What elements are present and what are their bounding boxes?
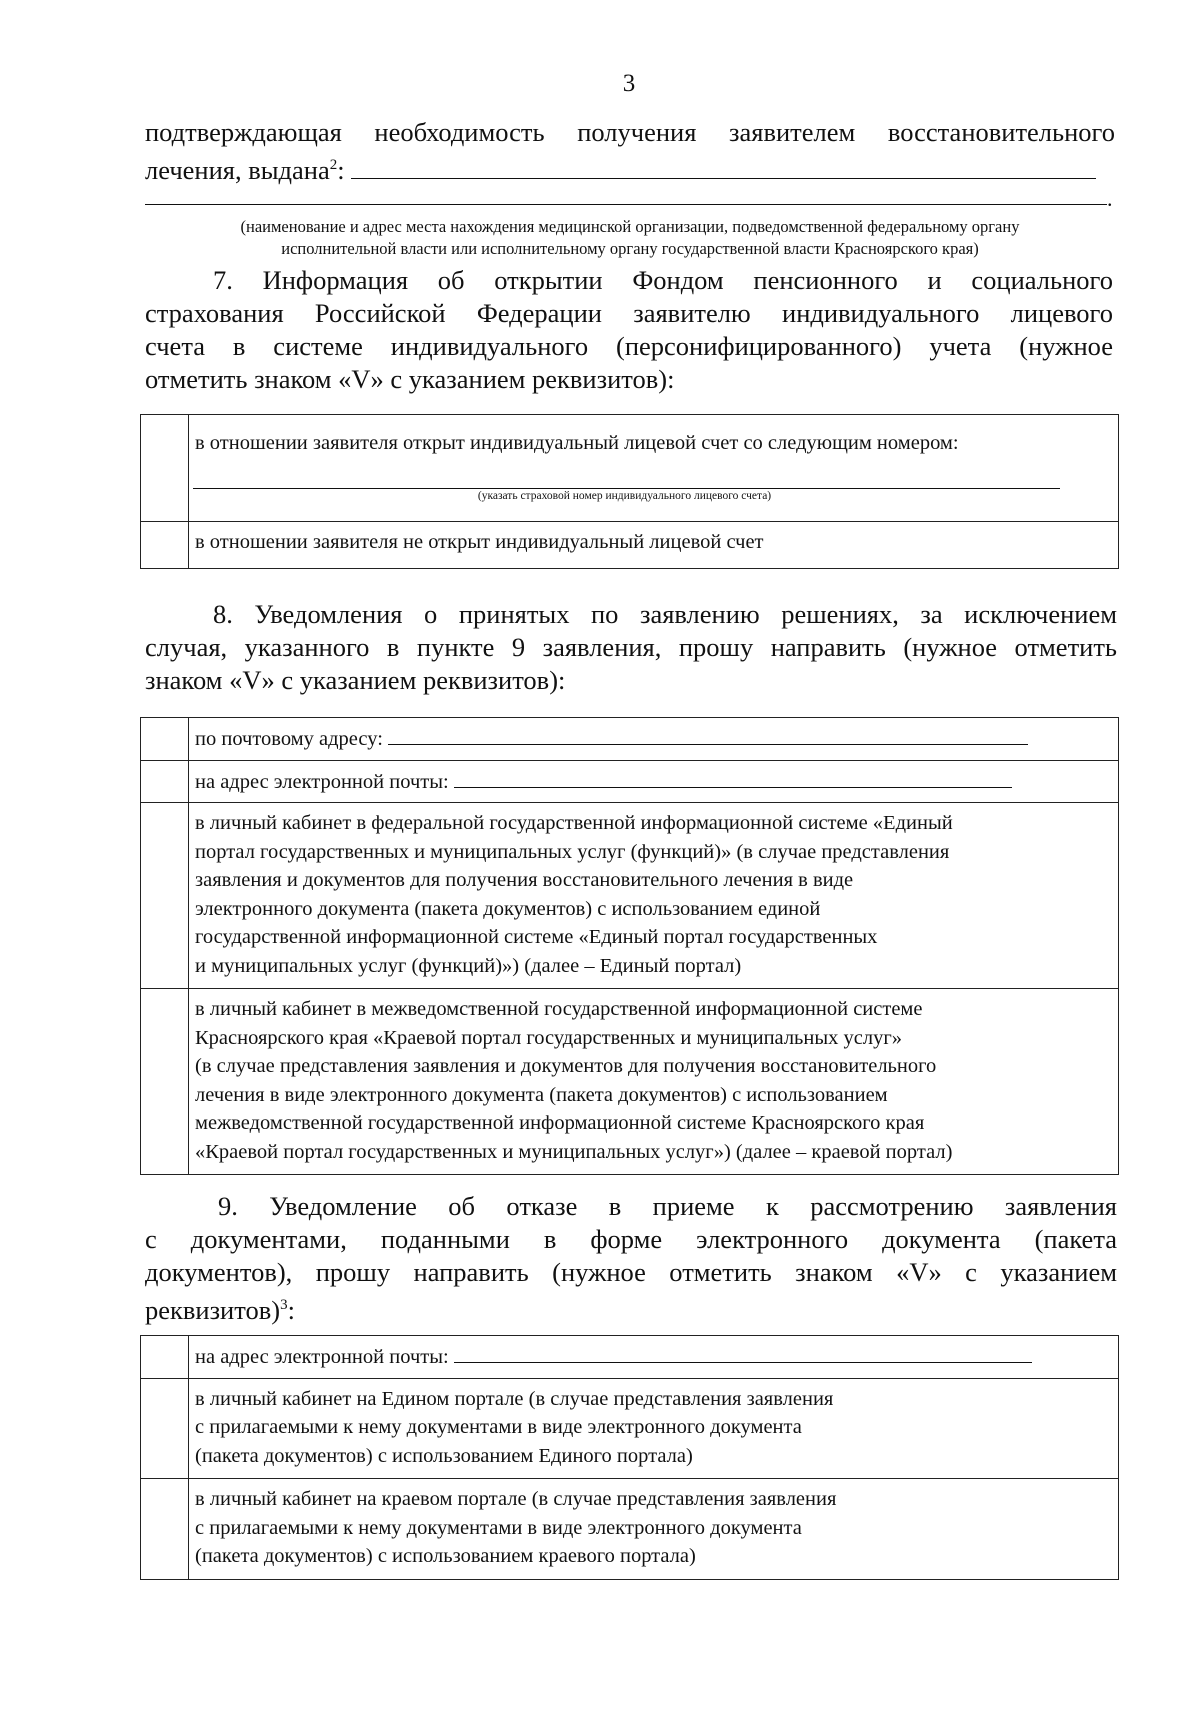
unified-portal-line-5: государственной информационной системе «Единый портал государственных xyxy=(195,926,878,948)
unified-portal-line-3: заявления и документов для получения восстановительного лечения в виде xyxy=(195,869,854,891)
regional-portal-9-line-3: (пакета документов) с использованием краевого портала) xyxy=(195,1545,696,1567)
unified-portal-line-6: и муниципальных услуг (функций)») (далее – Единый портал) xyxy=(195,954,742,977)
table-row xyxy=(141,1336,1119,1379)
postal-address-input[interactable] xyxy=(388,724,1028,745)
issued-by-field[interactable] xyxy=(351,178,1096,179)
unified-portal-9-line-3: (пакета документов) с использованием Единого портала) xyxy=(195,1444,693,1467)
checkbox-email-9[interactable] xyxy=(141,1336,189,1379)
row-regional-portal xyxy=(189,989,1119,1175)
section7-table xyxy=(140,414,1119,569)
postal-address-label: по почтовому адресу: xyxy=(195,728,383,750)
row-account-opened xyxy=(189,415,1119,522)
email-label-8: на адрес электронной почты: xyxy=(195,770,449,793)
section9-line-3: документов), прошу направить (нужное отметить знаком «V» с указанием xyxy=(145,1257,1117,1287)
intro-note-1: (наименование и адрес места нахождения медицинской организации, подведомственной федеральному органу xyxy=(240,217,1020,236)
section8-line-3: знаком «V» с указанием реквизитов): xyxy=(145,665,566,695)
row-regional-portal-9 xyxy=(189,1479,1119,1580)
regional-portal-9-line-2: с прилагаемыми к нему документами в виде электронного документа xyxy=(195,1516,802,1539)
checkbox-regional-portal[interactable] xyxy=(141,989,189,1175)
checkbox-regional-portal-9[interactable] xyxy=(141,1479,189,1580)
unified-portal-9-line-1: в личный кабинет на Едином портале (в случае представления заявления xyxy=(195,1387,834,1410)
regional-portal-line-5: межведомственной государственной информационной системе Красноярского края xyxy=(195,1112,925,1134)
section8-line-1: 8. Уведомления о принятых по заявлению решениях, за исключением xyxy=(213,599,1117,629)
regional-portal-line-4: лечения в виде электронного документа (пакета документов) с использованием xyxy=(195,1083,888,1106)
row-email-9 xyxy=(189,1336,1119,1379)
section8-table xyxy=(140,717,1119,1175)
intro-line-1: подтверждающая необходимость получения заявителем восстановительного xyxy=(145,117,1115,147)
section7-line-1: 7. Информация об открытии Фондом пенсионного и социального xyxy=(213,265,1113,295)
account-not-opened-text: в отношении заявителя не открыт индивидуальный лицевой счет xyxy=(195,531,764,553)
regional-portal-line-3: (в случае представления заявления и документов для получения восстановительного xyxy=(195,1055,937,1077)
table-row xyxy=(141,522,1119,569)
snils-caption: (указать страховой номер индивидуального лицевого счета) xyxy=(477,489,772,502)
regional-portal-line-2: Красноярского края «Краевой портал государственных и муниципальных услуг» xyxy=(195,1026,902,1049)
unified-portal-line-1: в личный кабинет в федеральной государственной информационной системе «Единый xyxy=(195,812,953,834)
email-input-8[interactable] xyxy=(454,767,1012,788)
regional-portal-line-1: в личный кабинет в межведомственной государственной информационной системе xyxy=(195,998,923,1020)
row-account-not-opened xyxy=(189,522,1119,569)
section9-colon: : xyxy=(287,1294,295,1325)
footnote-mark-2: 2 xyxy=(329,157,338,173)
section9-last-line: реквизитов) xyxy=(145,1294,281,1325)
section7-line-4: отметить знаком «V» с указанием реквизитов): xyxy=(145,364,675,394)
issued-by-field-line-2[interactable] xyxy=(145,204,1107,205)
section7-line-3: счета в системе индивидуального (персонифицированного) учета (нужное xyxy=(145,331,1113,361)
table-row xyxy=(141,803,1119,989)
unified-portal-line-2: портал государственных и муниципальных услуг (функций)» (в случае представления xyxy=(195,840,950,863)
regional-portal-line-6: «Краевой портал государственных и муниципальных услуг») (далее – краевой портал) xyxy=(195,1140,953,1163)
unified-portal-9-line-2: с прилагаемыми к нему документами в виде электронного документа xyxy=(195,1416,802,1438)
footnote-mark-3: 3 xyxy=(280,1297,288,1313)
checkbox-unified-portal-9[interactable] xyxy=(141,1378,189,1479)
regional-portal-9-line-1: в личный кабинет на краевом портале (в случае представления заявления xyxy=(195,1488,837,1510)
table-row xyxy=(141,415,1119,522)
table-row xyxy=(141,718,1119,761)
checkbox-account-not-opened[interactable] xyxy=(141,522,189,569)
row-email-8 xyxy=(189,760,1119,803)
email-label-9: на адрес электронной почты: xyxy=(195,1346,449,1368)
intro-note-2: исполнительной власти или исполнительному органу государственной власти Красноярского края) xyxy=(281,239,979,258)
section8-line-2: случая, указанного в пункте 9 заявления, прошу направить (нужное отметить xyxy=(145,632,1117,662)
unified-portal-line-4: электронного документа (пакета документов) с использованием единой xyxy=(195,897,821,920)
section7-line-2: страхования Российской Федерации заявителю индивидуального лицевого xyxy=(145,298,1113,328)
row-postal-address xyxy=(189,718,1119,761)
account-opened-text: в отношении заявителя открыт индивидуальный лицевой счет со следующим номером: xyxy=(195,432,959,454)
section9-line-1: 9. Уведомление об отказе в приеме к рассмотрению заявления xyxy=(218,1191,1117,1221)
table-row xyxy=(141,1378,1119,1479)
section9-line-4 xyxy=(145,1289,1117,1327)
snils-input-line[interactable] xyxy=(193,472,1060,489)
line-end-dot: . xyxy=(1107,186,1113,211)
intro-colon: : xyxy=(337,154,345,185)
table-row xyxy=(141,1479,1119,1580)
section9-line-2: с документами, поданными в форме электронного документа (пакета xyxy=(145,1224,1117,1254)
row-unified-portal xyxy=(189,803,1119,989)
checkbox-unified-portal[interactable] xyxy=(141,803,189,989)
table-row xyxy=(141,760,1119,803)
section9-table xyxy=(140,1335,1119,1580)
checkbox-email-8[interactable] xyxy=(141,760,189,803)
checkbox-postal-address[interactable] xyxy=(141,718,189,761)
checkbox-account-opened[interactable] xyxy=(141,415,189,522)
table-row xyxy=(141,989,1119,1175)
intro-issued-label: лечения, выдана xyxy=(145,154,330,185)
intro-line-2 xyxy=(145,149,1120,187)
email-input-9[interactable] xyxy=(454,1342,1032,1363)
page-number: 3 xyxy=(622,70,636,97)
row-unified-portal-9 xyxy=(189,1378,1119,1479)
